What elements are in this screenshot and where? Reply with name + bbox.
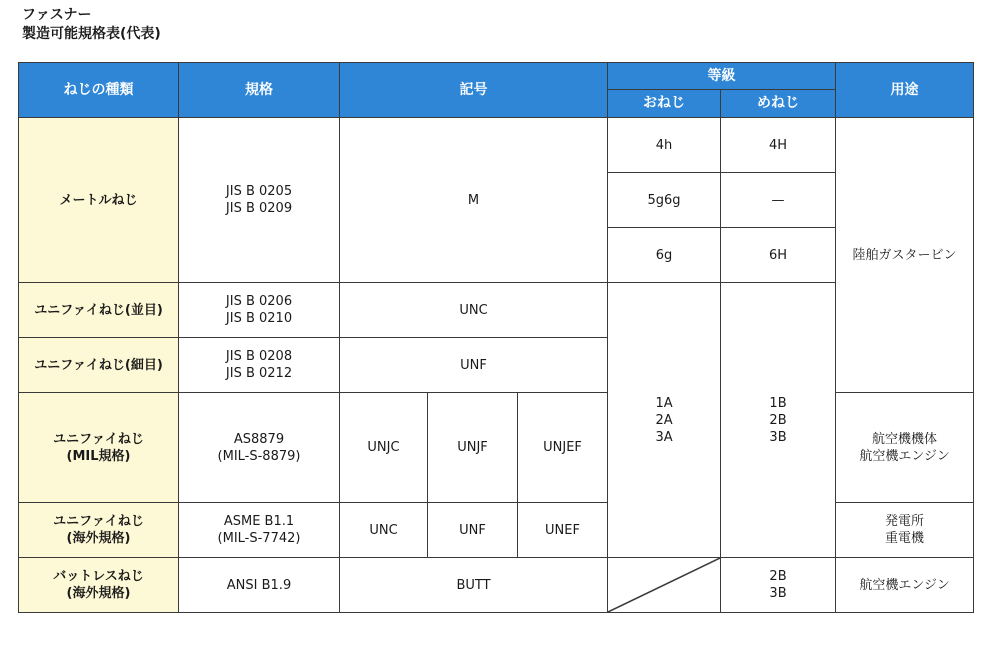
grade-female-buttress: 2B 3B — [721, 558, 836, 613]
symbol-unified-fine: UNF — [340, 338, 608, 393]
kind-buttress: バットレスねじ (海外規格) — [19, 558, 179, 613]
grade-female-metric-2: — — [721, 173, 836, 228]
table-row — [19, 118, 974, 173]
symbol-unef: UNEF — [518, 503, 608, 558]
symbol-buttress: BUTT — [340, 558, 608, 613]
grade-female-unified: 1B 2B 3B — [721, 283, 836, 558]
document-title — [22, 6, 161, 44]
symbol-unjc: UNJC — [340, 393, 428, 503]
standard-unified-overseas: ASME B1.1 (MIL-S-7742) — [179, 503, 340, 558]
grade-male-unified: 1A 2A 3A — [608, 283, 721, 558]
kind-unified-mil: ユニファイねじ (MIL規格) — [19, 393, 179, 503]
symbol-unjef: UNJEF — [518, 393, 608, 503]
standard-buttress: ANSI B1.9 — [179, 558, 340, 613]
header-grade: 等級 — [608, 63, 836, 90]
standard-metric: JIS B 0205 JIS B 0209 — [179, 118, 340, 283]
grade-male-metric-2: 5g6g — [608, 173, 721, 228]
grade-female-metric-1: 4H — [721, 118, 836, 173]
kind-unified-coarse: ユニファイねじ(並目) — [19, 283, 179, 338]
title-line-2: 製造可能規格表(代表) — [22, 26, 161, 42]
grade-male-metric-1: 4h — [608, 118, 721, 173]
symbol-unified-coarse: UNC — [340, 283, 608, 338]
diagonal-line — [608, 558, 720, 612]
grade-male-buttress-empty — [608, 558, 721, 613]
header-symbol: 記号 — [340, 63, 608, 118]
title-line-1: ファスナー — [22, 7, 92, 23]
table-row — [19, 283, 974, 338]
symbol-unc: UNC — [340, 503, 428, 558]
header-grade-female: めねじ — [721, 90, 836, 118]
header-usage: 用途 — [836, 63, 974, 118]
symbol-unf: UNF — [428, 503, 518, 558]
kind-unified-fine: ユニファイねじ(細目) — [19, 338, 179, 393]
usage-gas-turbine: 陸舶ガスタービン — [836, 118, 974, 393]
usage-aircraft-engine: 航空機エンジン — [836, 558, 974, 613]
standard-unified-mil: AS8879 (MIL-S-8879) — [179, 393, 340, 503]
standard-unified-coarse: JIS B 0206 JIS B 0210 — [179, 283, 340, 338]
usage-aircraft: 航空機機体 航空機エンジン — [836, 393, 974, 503]
spec-table — [18, 62, 974, 613]
grade-female-metric-3: 6H — [721, 228, 836, 283]
standard-unified-fine: JIS B 0208 JIS B 0212 — [179, 338, 340, 393]
usage-power-plant: 発電所 重電機 — [836, 503, 974, 558]
symbol-unjf: UNJF — [428, 393, 518, 503]
header-standard: 規格 — [179, 63, 340, 118]
table-row — [19, 558, 974, 613]
header-kind: ねじの種類 — [19, 63, 179, 118]
header-grade-male: おねじ — [608, 90, 721, 118]
kind-unified-overseas: ユニファイねじ (海外規格) — [19, 503, 179, 558]
kind-metric: メートルねじ — [19, 118, 179, 283]
grade-male-metric-3: 6g — [608, 228, 721, 283]
symbol-metric: M — [340, 118, 608, 283]
